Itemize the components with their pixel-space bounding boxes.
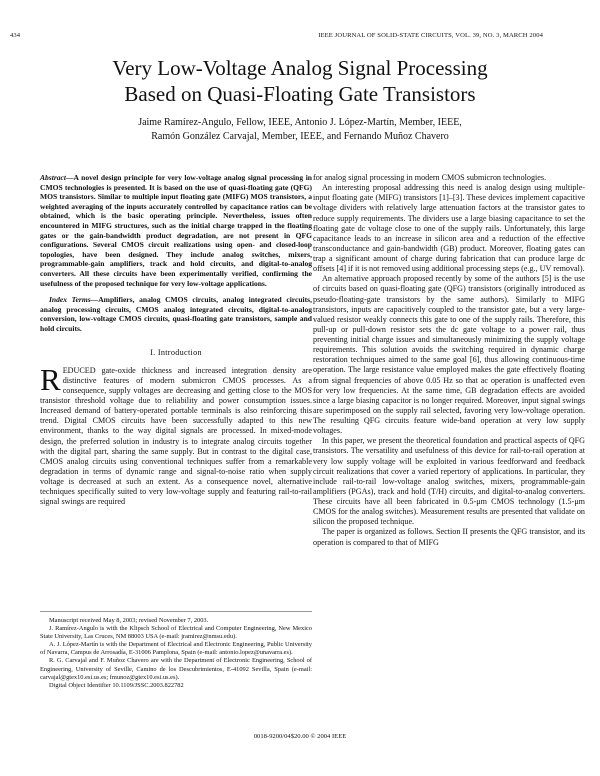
authors-line-1: Jaime Ramírez-Angulo, Fellow, IEEE, Antonio J. López-Martín, Member, IEEE, bbox=[138, 117, 462, 128]
abstract bbox=[40, 173, 312, 288]
abstract-text: A novel design principle for very low-voltage analog signal processing in CMOS technologies is presented. It is based on the use of quasi-floating gate (QFG) MOS transistors. Similar to multiple input floating gate (MIFG) MOS transistors, a weighted averaging of the inputs accurately controlled by capacitance ratios can be obtained, which is the basic operating principle. Nevertheless, issues often encountered in MIFG structures, such as the initial charge trapped in the floating gates or the gain-bandwidth product degradation, are not present in QFG configurations. Several CMOS circuit realizations using open- and closed-loop topologies, have been designed. They include analog switches, mixers, programmable-gain amplifiers, track and hold circuits, and digital-to-analog converters. All these circuits have been experimentally verified, confirming the usefulness of the proposed technique for very low-voltage applications. bbox=[40, 173, 312, 288]
abstract-label: Abstract— bbox=[40, 173, 74, 182]
footnote-divider bbox=[40, 611, 312, 612]
title-line-1: Very Low-Voltage Analog Signal Processing bbox=[112, 56, 488, 80]
paper-title bbox=[0, 56, 600, 107]
journal-header: IEEE JOURNAL OF SOLID-STATE CIRCUITS, VOL. 39, NO. 3, MARCH 2004 bbox=[318, 32, 543, 39]
intro-paragraph-4: In this paper, we present the theoretical foundation and practical aspects of QFG transistors. The versatility and usefulness of this device for rail-to-rail operation at very low supply voltage will be exploited in various feedforward and feedback circuit realizations that cover a varied repertory of applications. In particular, they include rail-to-rail low-voltage analog switches, mixers, programmable-gain amplifiers (PGAs), track and hold (T/H) circuits, and digital-to-analog converters. These circuits have all been fabricated in 0.5-μm CMOS technology (1.5-μm CMOS for the analog switches). Measurement results are presented that validate on silicon the proposed technique. bbox=[313, 436, 585, 527]
footnote-doi: Digital Object Identifier 10.1109/JSSC.2003.822782 bbox=[49, 681, 184, 689]
footnote-author-3: R. G. Carvajal and F. Muñoz Chavero are with the Department of Electronic Engineering, School of Engineering, University of Seville, Camino de los Descubrimientos, E-41092 Sevilla, Spain (e-mail: carvajal@gtex10.esi.us.es; fmunoz@gtex10.esi.us.es). bbox=[40, 657, 312, 681]
intro-paragraph-1-text: EDUCED gate-oxide thickness and increased integration density are distinctive features of modern submicron CMOS processes. As a consequence, supply voltages are decreasing and getting close to the MOS transistor threshold voltage due to reliability and power consumption issues. Increased demand of battery-operated portable terminals is also reinforcing this trend. Digital CMOS circuits have been successfully adapted to this new environment, thanks to the way digital signals are processed. In mixed-mode design, the preferred solution in industry is to integrate analog circuits together with the digital part, sharing the same supply. But in contrast to the digital case, CMOS analog circuits using conventional techniques suffer from a remarkable degradation in terms of dynamic range and signal-to-noise ratio when supply voltage is decreased at such an extent. As a consequence novel, alternative techniques specifically suited to very low-voltage supply and featuring rail-to-rail signal swings are required bbox=[40, 365, 312, 507]
footnote-author-2: A. J. López-Martín is with the Department of Electrical and Electronic Engineering, Public University of Navarra, Campus de Arrosadía, E-31006 Pamplona, Spain (e-mail: antonio.lopez@unavarra.es). bbox=[40, 641, 312, 657]
footnote-received: Manuscript received May 8, 2003; revised November 7, 2003. bbox=[49, 617, 209, 624]
index-terms bbox=[40, 295, 312, 333]
footnotes bbox=[40, 617, 312, 690]
authors-line-2: Ramón González Carvajal, Member, IEEE, and Fernando Muñoz Chavero bbox=[151, 130, 449, 142]
index-terms-text: Amplifiers, analog CMOS circuits, analog integrated circuits, analog processing circuits, CMOS analog integrated circuits, digital-to-analog conversion, low-voltage CMOS circuits, quasi-floating gate transistors, sample and hold circuits. bbox=[40, 295, 312, 333]
intro-paragraph-1-cont: for analog signal processing in modern CMOS submicron technologies. bbox=[313, 173, 547, 182]
title-line-2: Based on Quasi-Floating Gate Transistors bbox=[124, 81, 476, 106]
footnote-author-1: J. Ramírez-Angulo is with the Klipsch School of Electrical and Computer Engineering, New Mexico State University, Las Cruces, NM 88003 USA (e-mail: jramirez@nmsu.edu). bbox=[40, 625, 312, 641]
dropcap: R bbox=[40, 361, 61, 397]
right-column bbox=[313, 173, 585, 548]
index-terms-label: Index Terms— bbox=[49, 295, 99, 305]
copyright-notice: 0018-9200/04$20.00 © 2004 IEEE bbox=[253, 733, 347, 740]
intro-paragraph-3: An alternative approach proposed recently by some of the authors [5] is the use of circuits based on quasi-floating gate (QFG) transistors (originally introduced as pseudo-floating-gate transistors by the same authors). Similarly to MIFG transistors, inputs are capacitively coupled to the transistor gate, but a very large-valued resistor weakly connects this gate to one of the supply rails. Therefore, this pull-up or pull-down resistor sets the dc gate voltage to a power rail, thus preventing initial charge issues and simultaneously minimizing the supply voltage requirements. This solution avoids the switching required in dynamic charge restoration techniques aimed to the same goal [6], thus allowing continuous-time operation. The large resistance value employed makes the gate effectively floating from signal frequencies of above 0.05 Hz so that ac operation is unaffected even for very low frequencies. At the same time, GB degradation effects are avoided since a large biasing capacitor is no longer required. Moreover, input signal swings are superimposed on the supply rail selected, favoring very low-voltage operation. The resulting QFG circuits feature wide-band operation at very low supply voltages. bbox=[313, 274, 585, 436]
left-column bbox=[40, 173, 312, 507]
intro-paragraph-5: The paper is organized as follows. Section II presents the QFG transistor, and its operation is compared to that of MIFG bbox=[313, 527, 585, 547]
intro-paragraph-2: An interesting proposal addressing this need is analog design using multiple-input floating gate (MIFG) transistors [1]–[3]. These devices implement capacitive voltage dividers with relatively large attenuation factors at the transistor gates to reduce supply requirements. The dividers use a large biasing capacitance to set the floating gate dc voltage close to one of the supply rails. Unfortunately, this large capacitance leads to an increase in silicon area and a reduction of the effective transconductance and gain-bandwidth (GB) product. Moreover, floating gates can trap a significant amount of charge during fabrication that can produce large dc offsets [4] if it is not removed using additional processing steps (e.g., UV removal). bbox=[313, 183, 585, 274]
page-number: 434 bbox=[10, 32, 21, 39]
intro-paragraph-1 bbox=[40, 361, 312, 508]
author-list bbox=[0, 116, 600, 143]
section-heading-introduction: I. Introduction bbox=[150, 347, 202, 357]
